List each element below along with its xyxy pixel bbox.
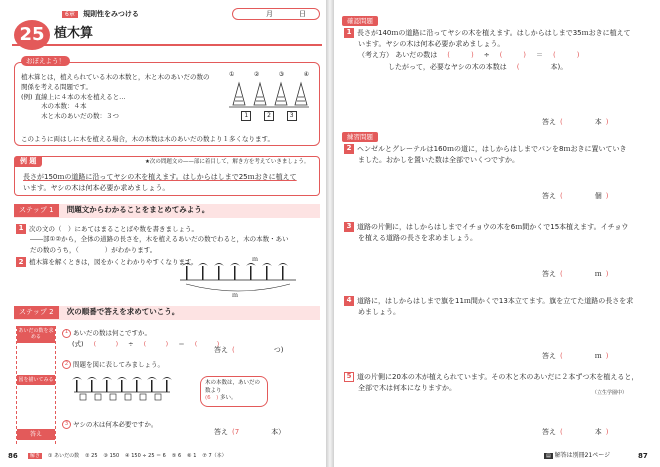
lesson-title: 植木算 [54,26,94,41]
s2-ans3-label: 答え [214,428,228,436]
palm-diagram-2 [72,372,172,402]
step1-q1-num: 1 [16,224,26,234]
step1-m2: ｍ [232,292,239,299]
q1-number: 1 [344,28,354,38]
hint-bubble-line-2: 多い。 [220,395,237,402]
book-icon: ▤ [546,453,551,459]
q2-ans-unit: 個 [594,192,602,200]
flow-column [16,326,56,444]
answer-reference [544,452,610,460]
q1-hon: 本)。 [550,62,568,71]
s2-eq: ＝ [178,340,185,349]
tree-num-3: ③ [278,71,285,78]
s2-q1: あいだの数は何こですか。 [73,329,151,337]
q4-ans-label: 答え [542,352,556,360]
q4-ans-unit: ｍ [594,352,602,360]
s2-ans-label: 答え [214,346,228,354]
gap-num-1: 1 [241,111,251,121]
q3-number: 3 [344,222,354,232]
oboe-tag: おぼえよう！ [21,56,70,66]
hint-bubble: 木の本数は，あいだの数より (6 ) 多い。 [200,376,268,407]
left-footer-answers [28,453,227,459]
footer-item-4: ④ 150 ÷ 25 ＝ 6 [125,453,166,459]
q4-number: 4 [344,296,354,306]
day-label: 日 [299,9,306,18]
step2-label: ステップ 2 [14,306,59,319]
step1-q2-num: 2 [16,257,26,267]
s2-q3: ヤシの木は何本必要ですか。 [73,420,158,429]
s2-div: ÷ [128,340,134,349]
q5-number: 5 [344,372,354,382]
step1-m1: ｍ [252,256,259,263]
s2-q2: 問題を図に表してみましょう。 [73,360,164,369]
lesson-number: 25 [14,20,50,50]
oboe-line-2: 関係を考える問題です。 [21,82,92,91]
step2-bar [14,306,320,320]
left-page: 6章 規則性をみつける 月 日 25 植木算 おぼえよう！ 植木算とは，植えられている木の本数と，木と木のあいだの数の 関係を考える問題です。 (例) 直線上に４本の木を植えると… 木の本数：４本 木と木のあいだの数：３つ このように両はしに木を植える場合，木の本数は木のあいだの数より１多くなります。 ① ② ③ ④ 1 2 3 例 題 ★次の問題文の——部に着目して，解き方を考えていきましょう。 長さが150ｍの道路に沿ってヤシの木を植えます。はしからはしまで25ｍおきに植えて います。ヤシの木は何本必要か求めましょう。 ステップ 1 問題文からわかることをまとめてみよう。 1 次の文の（ ）にあてはまることばや数を書きましょう。 ――部①②から，全体の道路の長さを，木を植えるあいだの数でわると，木の本数・あい だの数のうち，（ ）がわかります。 2 植木算を解くときは，図をかくとわかりやすくなります。 ｍ ｍ ステップ 2 次の順番で答えを求めていこう。 あいだの数を求める 図を描いてみる 答え 1 あいだの数は何こですか。 (式) ( ) ÷ ( ) ＝ ( ) 答え ( つ) 2 問題を図に表してみましょう。 木の本数は，あいだの数より (6 ) 多い。 3 ヤシの木は何本必要ですか。 答え (7 本） 86 解き ① あいだの数 ② 25 ③ 150 ④ 150 ÷ 25 ＝ 6 ⑤ 6 ⑥ 1 ⑦ 7（本） [0,0,326,467]
q4-line-2: めましょう。 [358,308,400,317]
footer-item-5: ⑤ 6 [171,453,182,459]
month-label: 月 [266,9,273,18]
q1-line-2: います。ヤシの木は何本必要か求めましょう。 [358,40,505,49]
oboe-line-3: (例) 直線上に４本の木を植えると… [21,92,126,101]
example-note: ★次の問題文の——部に着目して，解き方を考えていきましょう。 [145,159,310,165]
right-page: 確認問題 1 長さが140ｍの道路に沿ってヤシの木を植えます。はしからはしまで35ｍおきに植えて います。ヤシの木は何本必要か求めましょう。 （考え方） あいだの数は ( ) ÷ ( ) ＝ ( ) したがって，必要なヤシの木の本数は ( 本)。 答え ( 本 ) 練習問題 2 ヘンゼルとグレーテルは160ｍの道に，はしからはしまでパンを8ｍおきに置いていき ました。おかしを置いた数は全部でいくつですか。 答え ( 個 ) 3 道路の片側に，はしからはしまでイチョウの木を6ｍ間かくで15本植えます。イチョウ を植える道路の長さを求めましょう。 答え ( ｍ ) 4 道路に，はしからはしまで旗を11ｍ間かくで13本立てます。旗を立てた道路の長さを求 めましょう。 答え ( ｍ ) 5 道の片側に20本の木が植えられています。その木と木のあいだに２本ずつ木を植えると， 全部で木は何本になりますか。 （立生学園中） 答え ( 本 ) ▤ 解答は別冊21ページ 87 [334,0,660,467]
gap-num-2: 2 [264,111,274,121]
flow-step-3: 答え [17,429,55,441]
tree-num-1: ① [229,71,235,78]
oboe-line-6: このように両はしに木を植える場合，木の本数は木のあいだの数より１多くなります。 [21,135,274,143]
q3-ans-unit: ｍ [594,270,602,278]
q2-number: 2 [344,144,354,154]
footer-item-6: ⑥ 1 [187,453,197,459]
chapter-label: 6章 [62,11,78,18]
q2-line-1: ヘンゼルとグレーテルは160ｍの道に，はしからはしまでパンを8ｍおきに置いていき [357,145,627,153]
footer-item-7: ⑦ 7（本） [202,453,227,459]
step1-line-1: ――部①②から，全体の道路の長さを，木を植えるあいだの数でわると，木の本数・あい [30,235,289,244]
q1-ans-label: 答え [542,118,556,126]
tree-diagram [229,71,309,125]
q1-shita: したがって，必要なヤシの木の本数は [388,62,507,71]
example-line-2: います。ヤシの木は何本必要か求めましょう。 [23,184,170,193]
hint-bubble-line-1: 木の本数は，あいだの数より [205,380,261,394]
oboe-line-5: 木と木のあいだの数：３つ [41,112,119,120]
flow-step-2: 図を描いてみる [17,375,55,385]
left-page-number: 86 [8,452,18,460]
chapter-title: 規則性をみつける [83,10,139,18]
q4-line-1: 道路に，はしからはしまで旗を11ｍ間かくで13本立てます。旗を立てた道路の長さを求 [357,297,634,305]
oboe-line-4: 木の本数：４本 [41,102,87,111]
s2-ans-unit: つ) [273,346,284,354]
oboe-line-1: 植木算とは，植えられている木の本数と，木と木のあいだの数の [21,73,210,81]
footer-item-3: ③ 150 [103,453,120,459]
q5-line-1: 道の片側に20本の木が植えられています。その木と木のあいだに２本ずつ木を植えると， [357,373,639,381]
q1-eq: ＝ [536,51,544,60]
tree-num-2: ② [253,71,260,78]
q1-kangae: （考え方） あいだの数は [358,51,438,60]
date-box[interactable] [232,8,320,20]
book-gutter [326,0,334,467]
step1-bar [14,204,320,218]
q5-line-2: 全部で木は何本になりますか。 [358,384,456,393]
gap-num-3: 3 [287,111,297,121]
tree-num-4: ④ [303,71,309,78]
flow-step-1: あいだの数を求める [17,326,55,343]
step1-title: 問題文からわかることをまとめてみよう。 [66,205,210,214]
q1-ans-unit: 本 [594,118,602,126]
footer-item-1: ① あいだの数 [48,453,80,459]
step1-label: ステップ 1 [14,204,59,217]
answer-ref-text: 解答は別冊21ページ [554,452,611,459]
q2-line-2: ました。おかしを置いた数は全部でいくつですか。 [358,156,519,165]
s2-shiki: (式) [72,340,84,349]
right-page-number: 87 [638,452,648,460]
q1-div: ÷ [483,51,490,60]
step1-q1: 次の文の（ ）にあてはまることばや数を書きましょう。 [29,225,198,233]
q5-ans-unit: 本 [594,428,602,436]
example-tag: 例 題 [14,156,42,167]
q5-ans-label: 答え [542,428,556,436]
q3-ans-label: 答え [542,270,556,278]
step2-title: 次の順番で答えを求めていこう。 [66,307,180,316]
q3-line-2: を植える道路の長さを求めましょう。 [358,234,477,243]
footer-label: 解き [30,453,41,459]
q1-line-1: 長さが140ｍの道路に沿ってヤシの木を植えます。はしからはしまで35ｍおきに植えて [357,29,631,37]
example-line-1: 長さが150ｍの道路に沿ってヤシの木を植えます。はしからはしまで25ｍおきに植えて [23,173,297,181]
s2-ans3-unit: 本） [271,428,286,436]
chapter-header [62,10,139,19]
footer-item-2: ② 25 [85,453,98,459]
q5-source: （立生学園中） [592,390,628,396]
renshu-tag: 練習問題 [342,132,378,142]
step1-q2: 植木算を解くときは，図をかくとわかりやすくなります。 [29,258,198,267]
oboe-box [14,57,320,146]
step1-line-2: だの数のうち，（ ）がわかります。 [30,245,157,254]
tree-icons [229,79,309,109]
kakunin-tag: 確認問題 [342,16,378,26]
q2-ans-label: 答え [542,192,556,200]
example-box [14,156,320,196]
q3-line-1: 道路の片側に，はしからはしまでイチョウの木を6ｍ間かくで15本植えます。イチョウ [357,223,629,231]
